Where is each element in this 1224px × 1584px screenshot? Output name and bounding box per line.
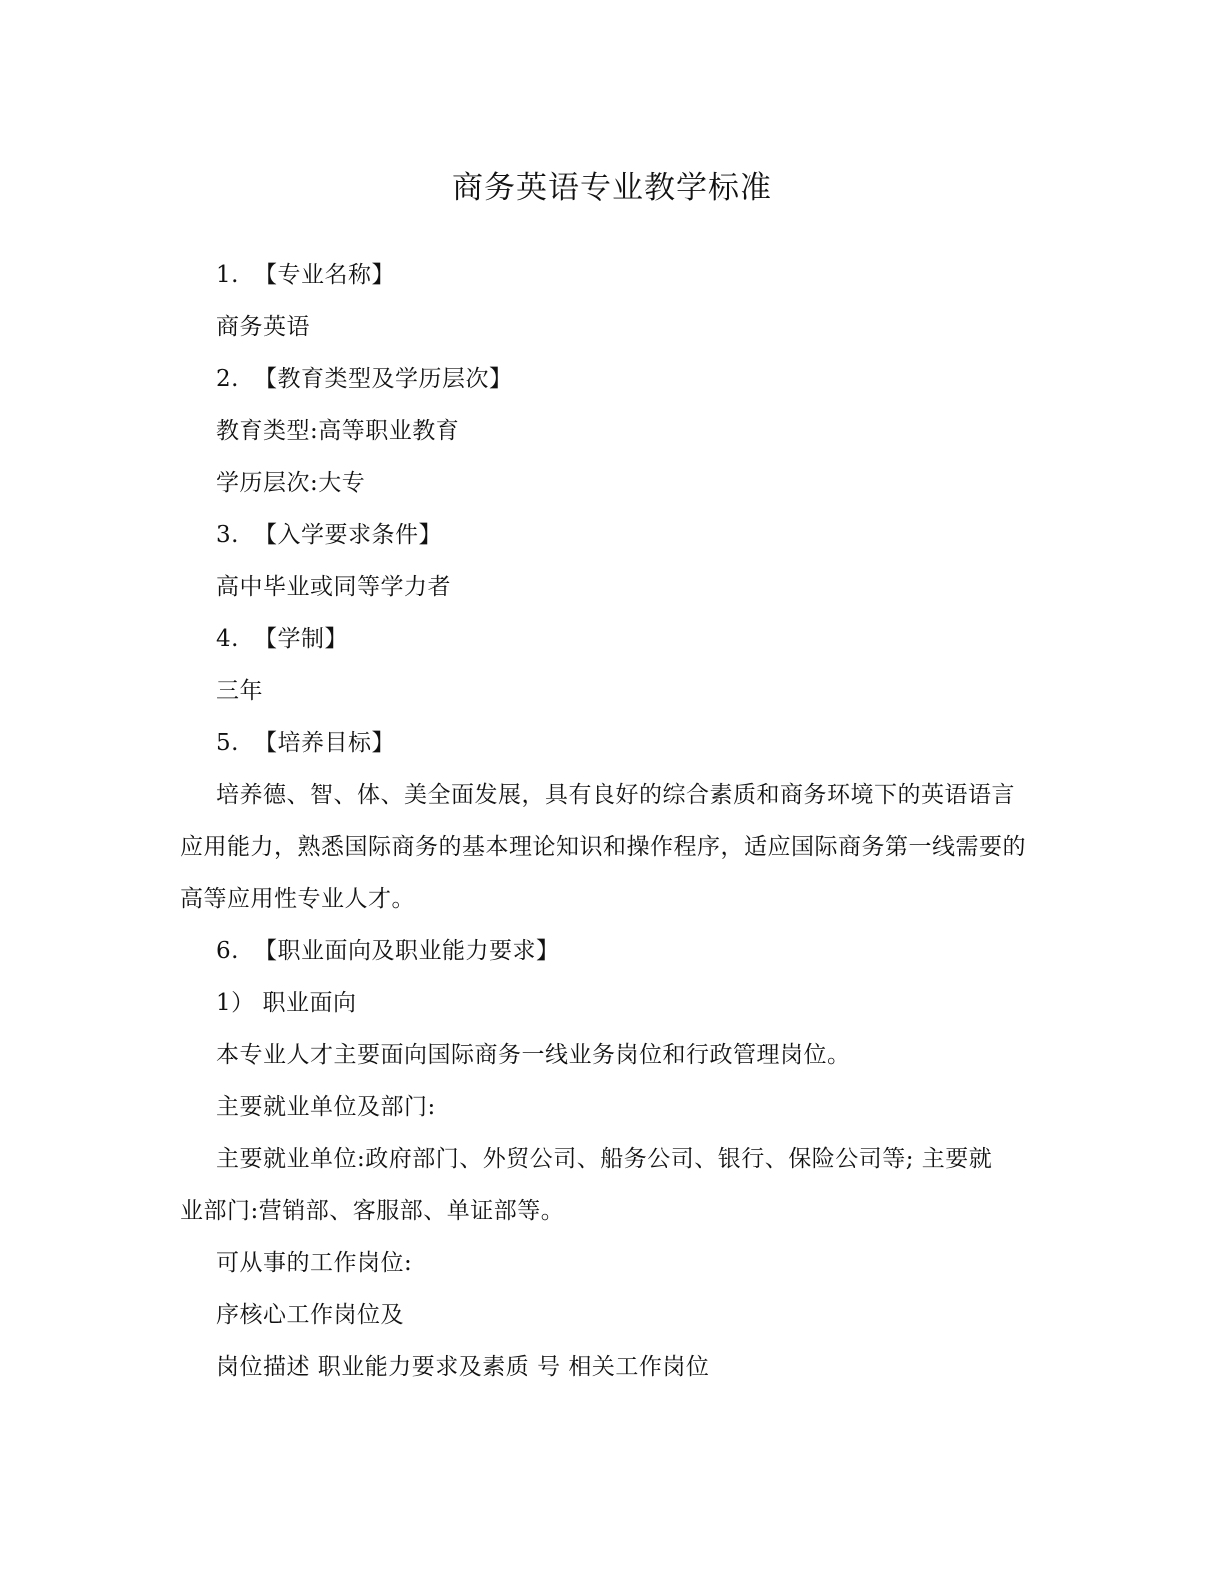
duration-text: 三年 — [216, 678, 263, 704]
section-heading-1 — [216, 259, 395, 291]
jobs-heading: 可从事的工作岗位: — [216, 1250, 413, 1276]
section-number: 5. — [216, 730, 239, 756]
section-heading-2 — [216, 363, 513, 395]
section-title: 【教育类型及学历层次】 — [254, 366, 513, 392]
section-number: 6. — [216, 938, 239, 964]
document-title: 商务英语专业教学标准 — [452, 170, 772, 206]
section-number: 4. — [216, 626, 239, 652]
section-heading-3 — [216, 519, 442, 551]
education-level-text: 学历层次:大专 — [216, 470, 366, 496]
section-heading-5 — [216, 727, 395, 759]
goal-paragraph-line-2: 应用能力，熟悉国际商务的基本理论知识和操作程序，适应国际商务第一线需要的 — [180, 834, 1026, 860]
employers-line-2: 业部门:营销部、客服部、单证部等。 — [180, 1198, 565, 1224]
orientation-text: 本专业人才主要面向国际商务一线业务岗位和行政管理岗位。 — [216, 1042, 851, 1068]
table-header-line-1: 序核心工作岗位及 — [216, 1302, 404, 1328]
section-heading-4 — [216, 623, 348, 655]
employers-line-1: 主要就业单位:政府部门、外贸公司、船务公司、银行、保险公司等; 主要就 — [216, 1146, 993, 1172]
section-title: 【学制】 — [254, 626, 348, 652]
section-title: 【专业名称】 — [254, 262, 395, 288]
section-heading-6 — [216, 935, 560, 967]
goal-paragraph-line-1: 培养德、智、体、美全面发展，具有良好的综合素质和商务环境下的英语语言 — [216, 782, 1015, 808]
section-title: 【培养目标】 — [254, 730, 395, 756]
section-title: 【职业面向及职业能力要求】 — [254, 938, 560, 964]
section-title: 【入学要求条件】 — [254, 522, 442, 548]
education-type-text: 教育类型:高等职业教育 — [216, 418, 460, 444]
section-number: 1. — [216, 262, 239, 288]
entry-requirement-text: 高中毕业或同等学力者 — [216, 574, 451, 600]
goal-paragraph-line-3: 高等应用性专业人才。 — [180, 886, 415, 912]
section-number: 3. — [216, 522, 239, 548]
subheading-career-orientation: 1） 职业面向 — [216, 990, 357, 1016]
employers-heading: 主要就业单位及部门: — [216, 1094, 436, 1120]
table-header-line-2: 岗位描述 职业能力要求及素质 号 相关工作岗位 — [216, 1354, 710, 1380]
major-name-text: 商务英语 — [216, 314, 310, 340]
section-number: 2. — [216, 366, 239, 392]
